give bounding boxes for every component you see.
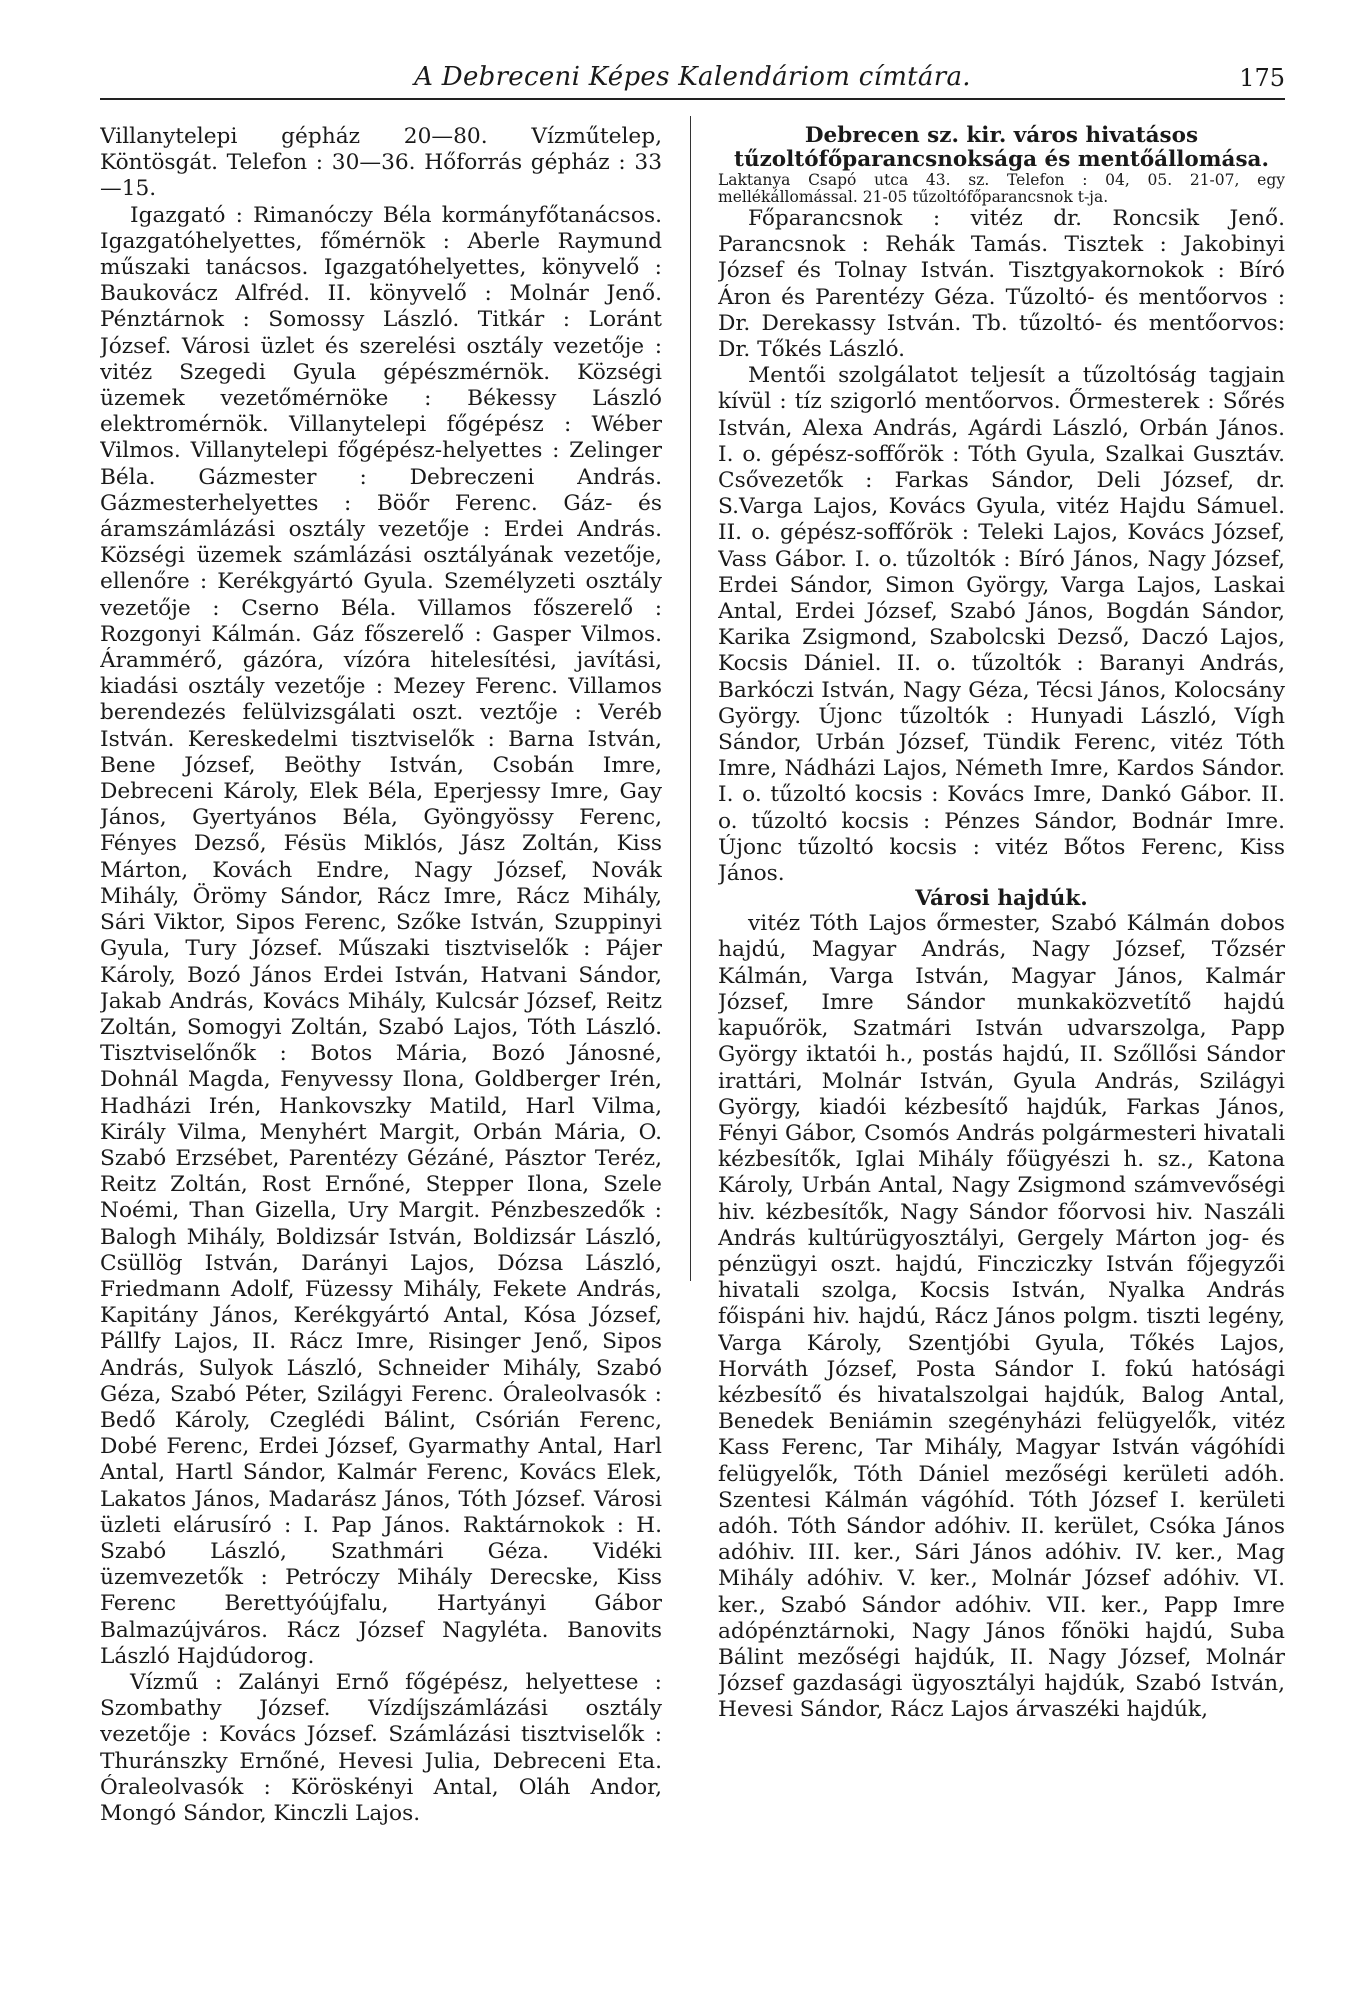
hajduk-heading: Városi hajdúk. — [915, 886, 1088, 912]
fire-staff-paragraph: Mentői szolgálatot teljesít a tűzoltóság tagjain kívül : tíz szigorló mentőorvos. Őrmesterek : Sőrés István, Alexa András, Agárdi László, Orbán János. I. o. gépész-soffőrök : Tóth Gyula, Szalkai Gusztáv. Csővezetők : Farkas Sándor, Deli József, dr. S.Varga Lajos, Kovács Gyula, vitéz Hajdu Sámuel. II. o. gépész-soffőrök : Teleki Lajos, Kovács József, Vass Gábor. I. o. tűzoltók : Bíró János, Nagy József, Erdei Sándor, Simon György, Varga Lajos, Laskai Antal, Erdei József, Szabó János, Bogdán Sándor, Karika Zsigmond, Szabolcski Dezső, Daczó Lajos, Kocsis Dániel. II. o. tűzoltók : Baranyi András, Barkóczi István, Nagy Géza, Técsi János, Kolocsány György. Újonc tűzoltók : Hunyadi László, Vígh Sándor, Urbán József, Tündik Ferenc, vitéz Tóth Imre, Nádházi Lajos, Németh Imre, Kardos Sándor. I. o. tűzoltó kocsis : Kovács Imre, Dankó Gábor. II. o. tűzoltó kocsis : Pénzes Sándor, Bodnár Imre. Újonc tűzoltó kocsis : vitéz Bőtos Ferenc, Kiss János. — [718, 363, 1285, 887]
fire-department-heading: Debrecen sz. kir. város hivatásos tűzoltófőparancsnoksága és mentőállomása. — [734, 124, 1269, 172]
fire-command-paragraph: Főparancsnok : vitéz dr. Roncsik Jenő. Parancsnok : Rehák Tamás. Tisztek : Jakobinyi József és Tolnay István. Tisztgyakornokok : Bíró Áron és Parentézy Géza. Tűzoltó- és mentőorvos : Dr. Derekassy István. Tb. tűzoltó- és mentőorvos: Dr. Tőkés László. — [718, 206, 1285, 363]
right-column — [718, 124, 1285, 1984]
page-number: 175 — [1239, 64, 1285, 92]
left-column — [100, 124, 662, 1984]
utility-phones-paragraph: Villanytelepi gépház 20—80. Vízműtelep, Köntösgát. Telefon : 30—36. Hőforrás gépház : 33—15. — [100, 124, 662, 202]
column-divider — [690, 116, 691, 1281]
waterworks-paragraph: Vízmű : Zalányi Ernő főgépész, helyettese : Szombathy József. Vízdíjszámlázási osztály vezetője : Kovács József. Számlázási tisztviselők : Thuránszky Ernőné, Hevesi Julia, Debreceni Eta. Óraleolvasók : Köröskényi Antal, Oláh Andor, Mongó Sándor, Kinczli Lajos. — [100, 1669, 662, 1826]
utility-staff-paragraph: Igazgató : Rimanóczy Béla kormányfőtanácsos. Igazgatóhelyettes, főmérnök : Aberle Raymund műszaki tanácsos. Igazgatóhelyettes, könyvelő : Baukovácz Alfréd. II. könyvelő : Molnár Jenő. Pénztárnok : Somossy László. Titkár : Loránt József. Városi üzlet és szerelési osztály vezetője : vitéz Szegedi Gyula gépészmérnök. Községi üzemek vezetőmérnöke : Békessy László elektromérnök. Villanytelepi főgépész : Wéber Vilmos. Villanytelepi főgépész-helyettes : Zelinger Béla. Gázmester : Debreczeni András. Gázmesterhelyettes : Böőr Ferenc. Gáz- és áramszámlázási osztály vezetője : Erdei András. Községi üzemek számlázási osztályának vezetője, ellenőre : Kerékgyártó Gyula. Személyzeti osztály vezetője : Cserno Béla. Villamos főszerelő : Rozgonyi Kálmán. Gáz főszerelő : Gasper Vilmos. Árammérő, gázóra, vízóra hitelesítési, javítási, kiadási osztály vezetője : Mezey Ferenc. Villamos berendezés felülvizsgálati oszt. veztője : Veréb István. Kereskedelmi tisztviselők : Barna István, Bene József, Beöthy István, Csobán Imre, Debreceni Károly, Elek Béla, Eperjessy Imre, Gay János, Gyertyános Béla, Gyöngyössy Ferenc, Fényes Dezső, Fésüs Miklós, Jász Zoltán, Kiss Márton, Kovách Endre, Nagy József, Novák Mihály, Örömy Sándor, Rácz Imre, Rácz Mihály, Sári Viktor, Sipos Ferenc, Szőke István, Szuppinyi Gyula, Tury József. Műszaki tisztviselők : Pájer Károly, Bozó János Erdei István, Hatvani Sándor, Jakab András, Kovács Mihály, Kulcsár József, Reitz Zoltán, Somogyi Zoltán, Szabó Lajos, Tóth László. Tisztviselőnők : Botos Mária, Bozó Jánosné, Dohnál Magda, Fenyvessy Ilona, Goldberger Irén, Hadházi Irén, Hankovszky Matild, Harl Vilma, Király Vilma, Menyhért Margit, Orbán Mária, O. Szabó Erzsébet, Parentézy Gézáné, Pásztor Teréz, Reitz Zoltán, Rost Ernőné, Stepper Ilona, Szele Noémi, Than Gizella, Ury Margit. Pénzbeszedők : Balogh Mihály, Boldizsár István, Boldizsár László, Csüllög István, Darányi Lajos, Dózsa László, Friedmann Adolf, Füzessy Mihály, Fekete András, Kapitány János, Kerékgyártó Antal, Kósa József, Pállfy Lajos, II. Rácz Imre, Risinger Jenő, Sipos András, Sulyok László, Schneider Mihály, Szabó Géza, Szabó Péter, Szilágyi Ferenc. Óraleolvasók : Bedő Károly, Czeglédi Bálint, Csórián Ferenc, Dobé Ferenc, Erdei József, Gyarmathy Antal, Harl Antal, Hartl Sándor, Kalmár Ferenc, Kovács Elek, Lakatos János, Madarász János, Tóth József. Városi üzleti elárusíró : I. Pap János. Raktárnokok : H. Szabó László, Szathmári Géza. Vidéki üzemvezetők : Petróczy Mihály Derecske, Kiss Ferenc Berettyóújfalu, Hartyányi Gábor Balmazújváros. Rácz József Nagyléta. Banovits László Hajdúdorog. — [100, 202, 662, 1669]
running-title: A Debreceni Képes Kalendáriom címtára. — [414, 62, 971, 92]
running-header — [100, 62, 1285, 100]
fire-department-address: Laktanya Csapó utca 43. sz. Telefon : 04, 05. 21-07, egy mellékállomással. 21-05 tűzoltófőparancsnok t-ja. — [718, 171, 1285, 206]
hajduk-paragraph: vitéz Tóth Lajos őrmester, Szabó Kálmán dobos hajdú, Magyar András, Nagy József, Tőzsér Kálmán, Varga István, Magyar János, Kalmár József, Imre Sándor munkaközvetítő hajdú kapuőrök, Szatmári István udvarszolga, Papp György iktatói h., postás hajdú, II. Szőllősi Sándor irattári, Molnár István, Gyula András, Szilágyi György, kiadói kézbesítő hajdúk, Farkas János, Fényi Gábor, Csomós András polgármesteri hivatali kézbesítők, Iglai Mihály főügyészi h. sz., Katona Károly, Urbán Antal, Nagy Zsigmond számvevőségi hiv. kézbesítők, Nagy Sándor főorvosi hiv. Naszáli András kultúrügyosztályi, Gergely Márton jog- és pénzügyi oszt. hajdú, Fincziczky István főjegyzői hivatali szolga, Kocsis István, Nyalka András főispáni hiv. hajdú, Rácz János polgm. tiszti legény, Varga Károly, Szentjóbi Gyula, Tőkés Lajos, Horváth József, Posta Sándor I. fokú hatósági kézbesítő és hivatalszolgai hajdúk, Balog Antal, Benedek Beniámin szegényházi felügyelők, vitéz Kass Ferenc, Tar Mihály, Magyar István vágóhídi felügyelők, Tóth Dániel mezőségi kerületi adóh. Szentesi Kálmán vágóhíd. Tóth József I. kerületi adóh. Tóth Sándor adóhiv. II. kerület, Csóka János adóhiv. III. ker., Sári János adóhiv. IV. ker., Mag Mihály adóhiv. V. ker., Molnár József adóhiv. VI. ker., Szabó Sándor adóhiv. VII. ker., Papp Imre adópénztárnoki, Nagy János főnöki hajdú, Suba Bálint mezőségi hajdúk, II. Nagy József, Molnár József gazdasági ügyosztályi hajdúk, Szabó István, Hevesi Sándor, Rácz Lajos árvaszéki hajdúk, — [718, 911, 1285, 1723]
